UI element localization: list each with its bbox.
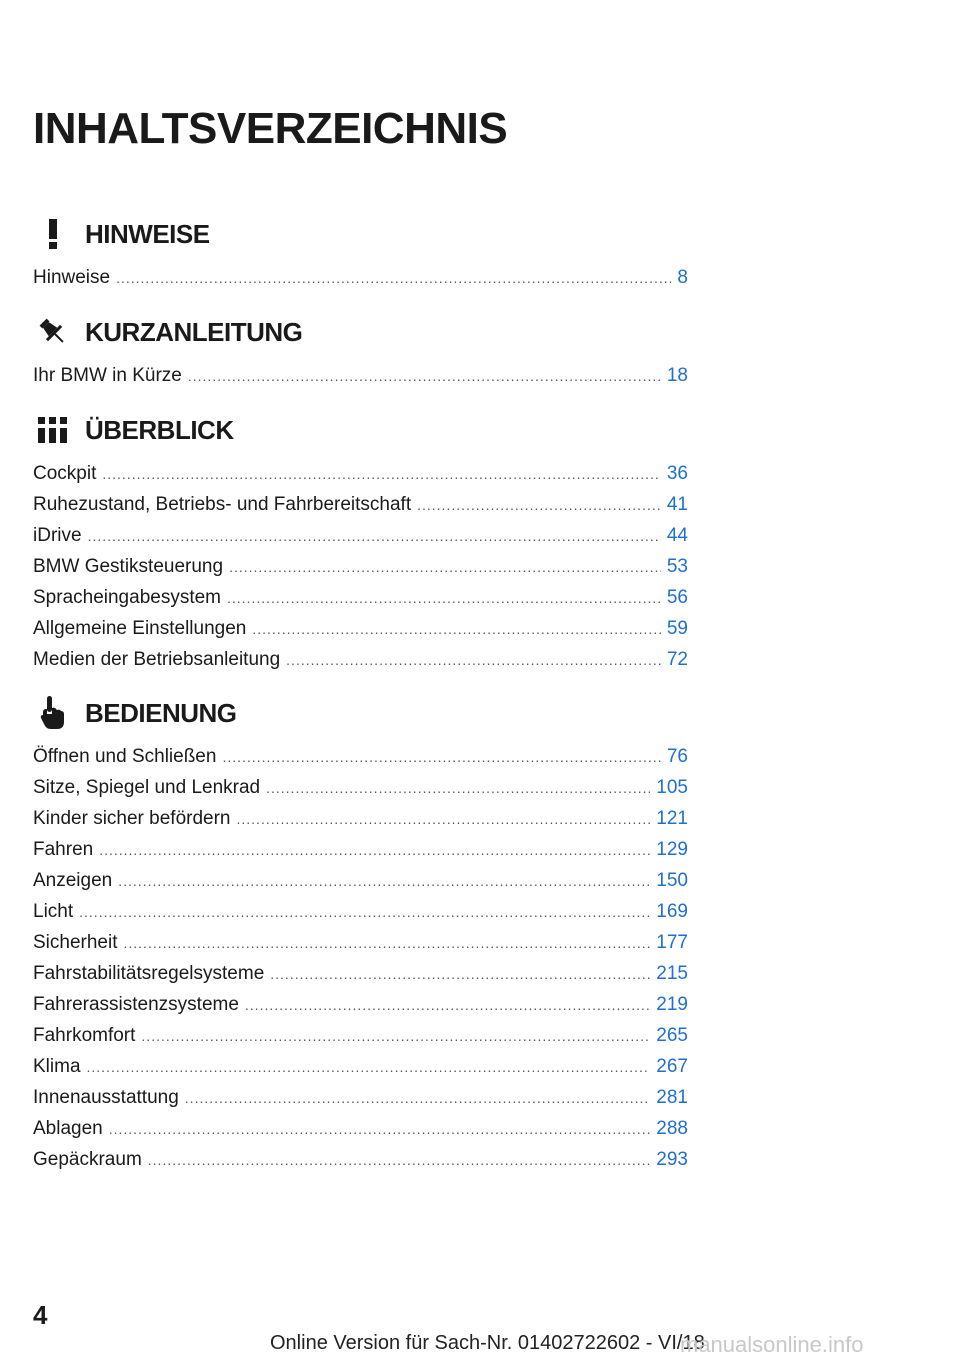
toc-entry-page[interactable]: 121 <box>656 808 688 829</box>
pushpin-icon <box>33 314 73 350</box>
dot-leader <box>286 645 661 676</box>
toc-entry-label: Licht <box>33 901 74 922</box>
dot-leader <box>222 742 660 773</box>
dot-leader <box>141 1021 650 1052</box>
section-title: HINWEISE <box>85 218 210 249</box>
toc-entry-label: Cockpit <box>33 463 97 484</box>
toc-entry-label: Sicherheit <box>33 932 118 953</box>
toc-entry[interactable] <box>33 896 688 927</box>
toc-entry-label: Ablagen <box>33 1118 103 1139</box>
toc-entry-label: Gepäckraum <box>33 1149 142 1170</box>
toc-entry[interactable] <box>33 834 688 865</box>
toc-entry-label: Fahrkomfort <box>33 1025 136 1046</box>
toc-entry-label: Hinweise <box>33 267 111 288</box>
toc-entry[interactable] <box>33 1113 688 1144</box>
section-header <box>33 410 688 450</box>
toc-entry-page[interactable]: 293 <box>656 1149 688 1170</box>
toc-entry-page[interactable]: 59 <box>666 618 688 639</box>
toc-entry-page[interactable]: 76 <box>666 746 688 767</box>
dot-leader <box>229 552 661 583</box>
dot-leader <box>245 990 650 1021</box>
toc-entry-page[interactable]: 44 <box>666 525 688 546</box>
toc-entry-label: Ruhezustand, Betriebs- und Fahrbereitschaft <box>33 494 412 515</box>
dot-leader <box>102 459 661 490</box>
section-header <box>33 312 688 352</box>
toc-entry[interactable] <box>33 520 688 551</box>
toc-entry[interactable] <box>33 989 688 1020</box>
pointing-hand-icon <box>33 695 73 731</box>
toc-entry-label: BMW Gestiksteuerung <box>33 556 224 577</box>
toc-entry[interactable] <box>33 927 688 958</box>
toc-entry-label: Medien der Betriebsanleitung <box>33 649 281 670</box>
section-hinweise <box>33 214 688 293</box>
toc-entry-page[interactable]: 169 <box>656 901 688 922</box>
grid-icon <box>33 412 73 448</box>
section-header <box>33 214 688 254</box>
toc-entry-label: Sitze, Spiegel und Lenkrad <box>33 777 261 798</box>
section-kurzanleitung <box>33 312 688 391</box>
section-title: BEDIENUNG <box>85 697 237 728</box>
toc-entry-label: Fahrstabilitätsregelsysteme <box>33 963 265 984</box>
dot-leader <box>237 804 651 835</box>
toc-entry-page[interactable]: 72 <box>666 649 688 670</box>
toc-entry-page[interactable]: 265 <box>656 1025 688 1046</box>
toc-entry-label: Allgemeine Einstellungen <box>33 618 247 639</box>
toc-entry-page[interactable]: 150 <box>656 870 688 891</box>
toc-entry-label: Kinder sicher befördern <box>33 808 231 829</box>
toc-entry-page[interactable]: 41 <box>666 494 688 515</box>
toc-entry-label: Fahrerassistenzsysteme <box>33 994 239 1015</box>
section-bedienung <box>33 693 688 1175</box>
footer-version: Online Version für Sach-Nr. 01402722602 - VI/18 <box>270 1332 705 1354</box>
dot-leader <box>148 1145 651 1176</box>
toc-entry[interactable] <box>33 360 688 391</box>
toc-entry-page[interactable]: 105 <box>656 777 688 798</box>
toc-entry[interactable] <box>33 1144 688 1175</box>
toc-entry[interactable] <box>33 644 688 675</box>
toc-entry[interactable] <box>33 1051 688 1082</box>
toc-entry[interactable] <box>33 458 688 489</box>
toc-entry[interactable] <box>33 1020 688 1051</box>
dot-leader <box>417 490 661 521</box>
toc-entry[interactable] <box>33 582 688 613</box>
toc-entry-page[interactable]: 281 <box>656 1087 688 1108</box>
toc-entry-page[interactable]: 177 <box>656 932 688 953</box>
dot-leader <box>79 897 650 928</box>
dot-leader <box>99 835 650 866</box>
dot-leader <box>266 773 650 804</box>
dot-leader <box>252 614 660 645</box>
dot-leader <box>109 1114 651 1145</box>
page-title: INHALTSVERZEICHNIS <box>33 104 508 153</box>
toc-entry-page[interactable]: 129 <box>656 839 688 860</box>
toc-entry-label: Anzeigen <box>33 870 113 891</box>
section-header <box>33 693 688 733</box>
toc-entry-label: iDrive <box>33 525 82 546</box>
toc-entry-page[interactable]: 219 <box>656 994 688 1015</box>
dot-leader <box>118 866 650 897</box>
dot-leader <box>227 583 661 614</box>
dot-leader <box>185 1083 651 1114</box>
toc-entry-label: Spracheingabesystem <box>33 587 221 608</box>
toc-entry[interactable] <box>33 772 688 803</box>
toc-entry-label: Öffnen und Schließen <box>33 746 217 767</box>
toc-entry[interactable] <box>33 262 688 293</box>
dot-leader <box>88 521 661 552</box>
toc-entry-page[interactable]: 56 <box>666 587 688 608</box>
toc-entry[interactable] <box>33 551 688 582</box>
toc-entry-page[interactable]: 215 <box>656 963 688 984</box>
dot-leader <box>188 361 661 392</box>
toc-entry[interactable] <box>33 489 688 520</box>
section-ueberblick <box>33 410 688 675</box>
dot-leader <box>124 928 651 959</box>
toc-entry-page[interactable]: 8 <box>677 267 688 288</box>
toc-entry[interactable] <box>33 803 688 834</box>
dot-leader <box>270 959 650 990</box>
toc-entry-label: Innenausstattung <box>33 1087 179 1108</box>
toc-entry-page[interactable]: 36 <box>666 463 688 484</box>
toc-entry-page[interactable]: 267 <box>656 1056 688 1077</box>
toc-entry-label: Ihr BMW in Kürze <box>33 365 182 386</box>
watermark: manualsonline.info <box>680 1332 864 1357</box>
toc-entry[interactable] <box>33 613 688 644</box>
exclamation-icon <box>33 216 73 252</box>
section-title: ÜBERBLICK <box>85 414 234 445</box>
toc-entry[interactable] <box>33 865 688 896</box>
toc-entry-page[interactable]: 288 <box>656 1118 688 1139</box>
toc-entry-page[interactable]: 53 <box>666 556 688 577</box>
toc-entry-label: Klima <box>33 1056 81 1077</box>
toc-entry[interactable] <box>33 958 688 989</box>
page-number: 4 <box>33 1300 48 1330</box>
toc-entry-page[interactable]: 18 <box>666 365 688 386</box>
dot-leader <box>87 1052 651 1083</box>
toc-entry[interactable] <box>33 1082 688 1113</box>
toc-entry[interactable] <box>33 741 688 772</box>
dot-leader <box>116 263 671 294</box>
section-title: KURZANLEITUNG <box>85 316 303 347</box>
toc-entry-label: Fahren <box>33 839 94 860</box>
